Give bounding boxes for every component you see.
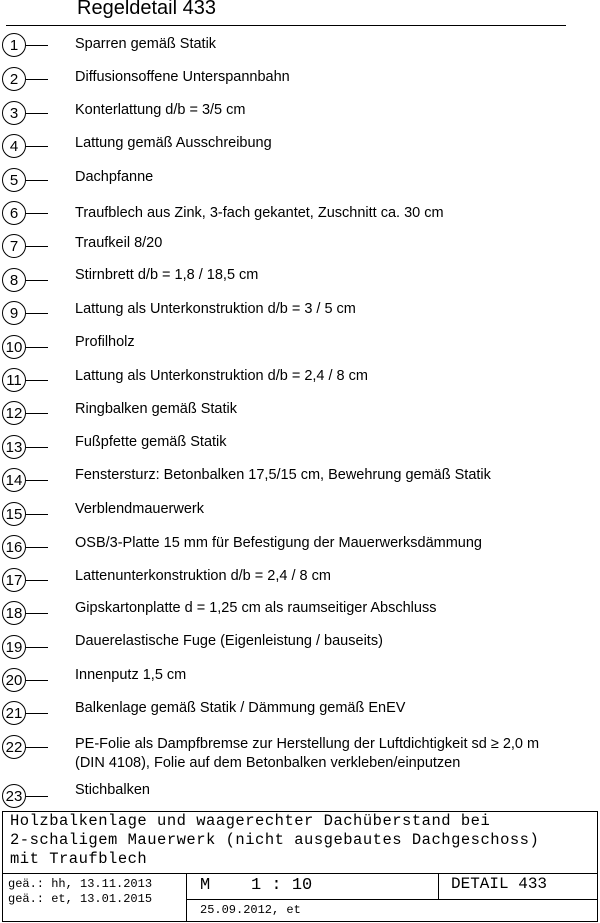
legend-item-text [75, 400, 237, 419]
leader-line [26, 246, 48, 247]
legend-number-circle: 10 [2, 335, 26, 359]
legend-number-circle: 3 [2, 101, 26, 125]
legend-item-text [75, 666, 186, 685]
legend-item-line: PE-Folie als Dampfbremse zur Herstellung der Luftdichtigkeit sd ≥ 2,0 m [75, 736, 540, 752]
legend-number-circle: 13 [2, 435, 26, 459]
legend-item-line: Konterlattung d/b = 3/5 cm [75, 102, 246, 118]
legend-item-text [75, 699, 405, 718]
legend-number-circle: 21 [2, 701, 26, 725]
legend-item-line: Lattung als Unterkonstruktion d/b = 3 / 5 cm [75, 301, 356, 317]
legend-item-text [75, 333, 135, 352]
leader-line [26, 180, 48, 181]
detail-number: DETAIL 433 [451, 875, 548, 893]
leader-line [26, 680, 48, 681]
leader-line [26, 146, 48, 147]
legend-item-text [75, 500, 204, 519]
legend-item-line: Fenstersturz: Betonbalken 17,5/15 cm, Bewehrung gemäß Statik [75, 467, 491, 483]
leader-line [26, 580, 48, 581]
leader-line [26, 514, 48, 515]
legend-item-text [75, 168, 153, 187]
leader-line [26, 647, 48, 648]
leader-line [26, 213, 48, 214]
legend-item-line: Stichbalken [75, 782, 150, 798]
legend-item-text [75, 632, 383, 651]
legend-number-circle: 12 [2, 401, 26, 425]
legend-number-circle: 2 [2, 67, 26, 91]
legend-item-line: Lattung gemäß Ausschreibung [75, 135, 272, 151]
leader-line [26, 45, 48, 46]
legend-item-text [75, 204, 444, 223]
legend-item-line: Verblendmauerwerk [75, 501, 204, 517]
legend-number-circle: 9 [2, 301, 26, 325]
revision-1: geä.: hh, 13.11.2013 [8, 877, 153, 891]
title-block-divider [2, 873, 598, 874]
legend-number-circle: 20 [2, 668, 26, 692]
legend-item-line: Balkenlage gemäß Statik / Dämmung gemäß EnEV [75, 700, 406, 716]
leader-line [26, 79, 48, 80]
legend-item-text [75, 433, 227, 452]
legend-number-circle: 6 [2, 201, 26, 225]
legend-item-text [75, 466, 491, 485]
legend-item-text [75, 266, 258, 285]
legend-item-line: Stirnbrett d/b = 1,8 / 18,5 cm [75, 267, 259, 283]
title-block-divider [186, 899, 598, 900]
legend-item-text [75, 599, 436, 618]
drawing-date: 25.09.2012, et [200, 903, 301, 917]
legend-number-circle: 4 [2, 134, 26, 158]
legend-item-text [75, 300, 356, 319]
legend-item-text [75, 101, 245, 120]
legend-number-circle: 15 [2, 502, 26, 526]
legend-item-line: Ringbalken gemäß Statik [75, 401, 237, 417]
legend-number-circle: 16 [2, 535, 26, 559]
legend-number-circle: 18 [2, 601, 26, 625]
legend-item-line: Dachpfanne [75, 169, 154, 185]
title-underline [6, 25, 566, 26]
page-title: Regeldetail 433 [77, 0, 216, 19]
legend-number-circle: 22 [2, 735, 26, 759]
revision-2: geä.: et, 13.01.2015 [8, 892, 153, 906]
leader-line [26, 380, 48, 381]
legend-item-text [75, 134, 272, 153]
leader-line [26, 313, 48, 314]
legend-item-line: Profilholz [75, 334, 135, 350]
legend-item-line: Dauerelastische Fuge (Eigenleistung / bauseits) [75, 633, 383, 649]
legend-number-circle: 5 [2, 168, 26, 192]
legend-number-circle: 17 [2, 568, 26, 592]
legend-number-circle: 23 [2, 784, 26, 808]
leader-line [26, 713, 48, 714]
leader-line [26, 413, 48, 414]
legend-item-line: Traufblech aus Zink, 3-fach gekantet, Zuschnitt ca. 30 cm [75, 205, 444, 221]
legend-item-line: Innenputz 1,5 cm [75, 667, 187, 683]
leader-line [26, 347, 48, 348]
legend-number-circle: 19 [2, 635, 26, 659]
legend-item-line: OSB/3-Platte 15 mm für Befestigung der Mauerwerksdämmung [75, 535, 482, 551]
legend-number-circle: 14 [2, 468, 26, 492]
legend-item-text [75, 534, 482, 553]
leader-line [26, 280, 48, 281]
leader-line [26, 796, 48, 797]
legend-item-line: Sparren gemäß Statik [75, 36, 217, 52]
legend-item-text [75, 367, 368, 386]
legend-item-text [75, 234, 162, 253]
legend-item-line: Traufkeil 8/20 [75, 235, 163, 251]
leader-line [26, 113, 48, 114]
description-line: Holzbalkenlage und waagerechter Dachüberstand bei [10, 812, 491, 830]
leader-line [26, 547, 48, 548]
description-line: mit Traufblech [10, 850, 148, 868]
title-block-description [10, 812, 539, 869]
legend-item-text [75, 35, 216, 54]
legend-item-line: Lattenunterkonstruktion d/b = 2,4 / 8 cm [75, 568, 331, 584]
title-block-divider [438, 873, 439, 899]
legend-item-line: Gipskartonplatte d = 1,25 cm als raumseitiger Abschluss [75, 600, 437, 616]
legend-number-circle: 11 [2, 368, 26, 392]
title-block-divider [186, 873, 187, 922]
legend-item-text [75, 781, 150, 800]
description-line: 2-schaligem Mauerwerk (nicht ausgebautes Dachgeschoss) [10, 831, 540, 849]
leader-line [26, 613, 48, 614]
legend-number-circle: 8 [2, 268, 26, 292]
legend-item-line: Diffusionsoffene Unterspannbahn [75, 69, 290, 85]
legend-item-text [75, 567, 331, 586]
legend-number-circle: 1 [2, 33, 26, 57]
legend-number-circle: 7 [2, 234, 26, 258]
leader-line [26, 747, 48, 748]
legend-item-line: Lattung als Unterkonstruktion d/b = 2,4 / 8 cm [75, 368, 368, 384]
leader-line [26, 480, 48, 481]
legend-item-line: Fußpfette gemäß Statik [75, 434, 227, 450]
leader-line [26, 447, 48, 448]
legend-item-text [75, 68, 290, 87]
legend-item-line: (DIN 4108), Folie auf dem Betonbalken verkleben/einputzen [75, 755, 461, 771]
scale-label: M 1 : 10 [200, 876, 313, 895]
legend-item-text [75, 735, 539, 773]
